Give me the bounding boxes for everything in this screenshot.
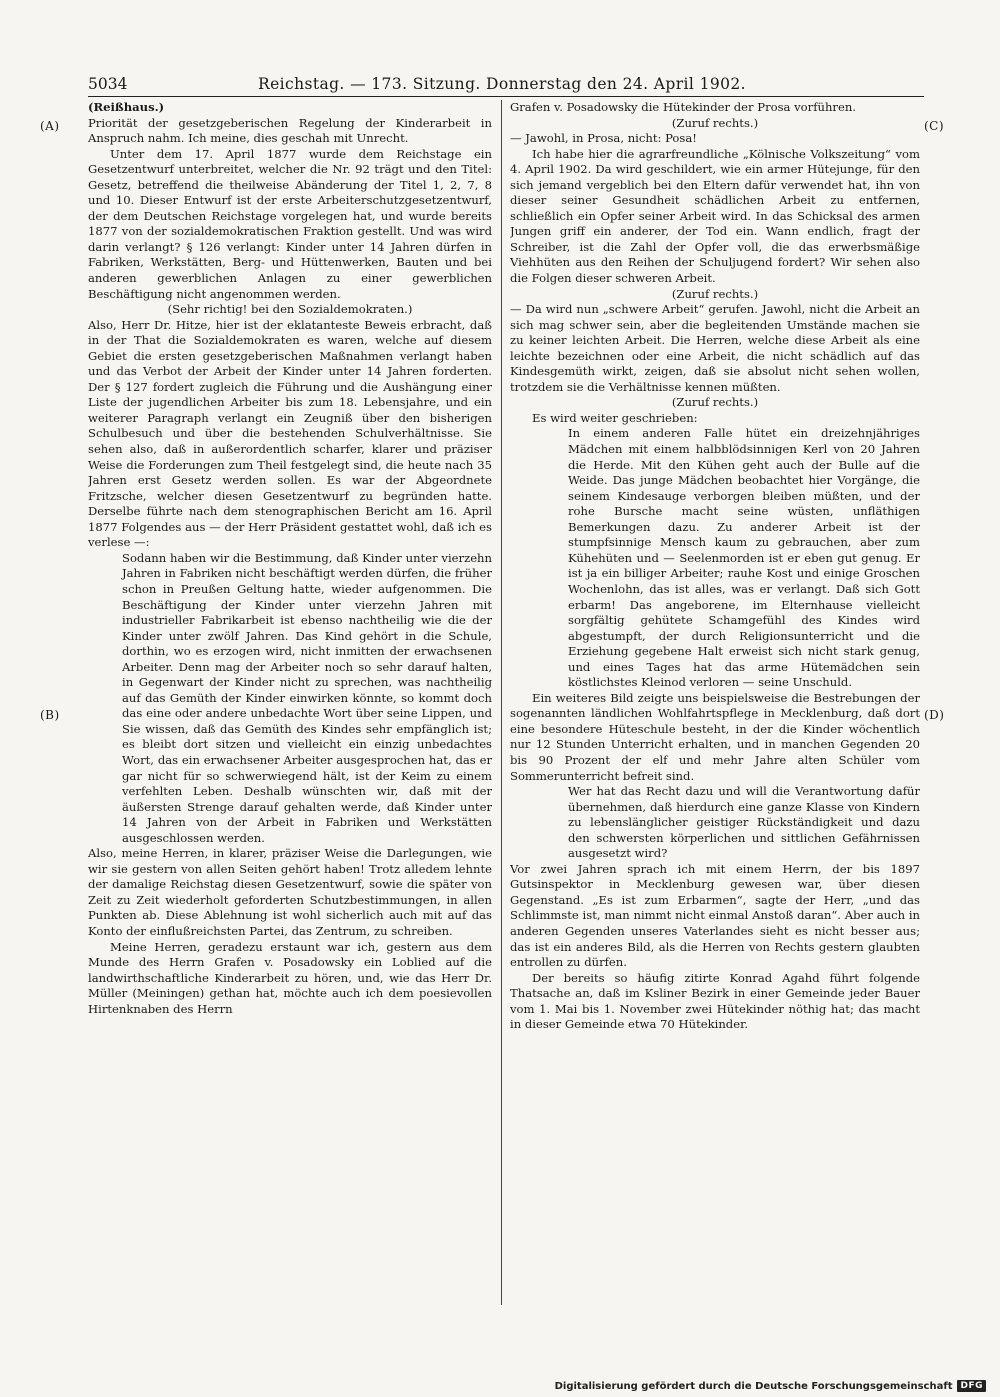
paragraph: — Jawohl, in Prosa, nicht: Posa! [510, 131, 697, 146]
speaker-name: (Reißhaus.) [88, 100, 165, 114]
paragraph: — Da wird nun „schwere Arbeit“ gerufen. Jawohl, nicht die Arbeit an sich mag schwer sein, aber die begleitenden Umstände machen sie zu keiner leichten Arbeit. Die Herren, welche diese Arbeit als eine leichte bezeichnen oder eine Arbeit, die nicht schädlich auf das Kindesgemüth wirkt, zeigen, daß sie absolut nicht sehen wollen, trotzdem sie die Verhältnisse kennen müßten. [510, 302, 920, 394]
block-quote [568, 426, 920, 690]
paragraph: Vor zwei Jahren sprach ich mit einem Herrn, der bis 1897 Gutsinspektor in Mecklenburg gewesen war, über diesen Gegenstand. „Es ist zum Erbarmen“, sagte der Herr, „und das Schlimmste ist, man nimmt nicht einmal Anstoß daran“. Aber auch in anderen Gegenden unseres Vaterlandes sieht es nicht besser aus; das ist ein anderes Bild, als die Herren von Rechts gestern glaubten entrollen zu dürfen. [510, 861, 920, 970]
block-quote [122, 551, 492, 846]
quote-text: Sodann haben wir die Bestimmung, daß Kinder unter vierzehn Jahren in Fabriken nicht beschäftigt werden dürfen, die früher schon in Preußen Geltung hatte, wieder aufgenommen. Die Beschäftigung der Kinder unter vierzehn Jahren mit industrieller Fabrikarbeit ist ebenso nachtheilig wie die der Kinder unter zwölf Jahren. Das Kind gehört in die Schule, dorthin, wo es erzogen wird, nicht inmitten der erwachsenen Arbeiter. Denn mag der Arbeiter noch so sehr darauf halten, in Gegenwart der Kinder nicht zu sprechen, was nachtheilig auf das Gemüth der Kinder einwirken könnte, so kommt doch das eine oder andere unbedachte Wort über seine Lippen, und Sie wissen, daß das Gemüth des Kindes sehr empfänglich ist; es bleibt dort sitzen und vielleicht ein einzig unbedachtes Wort, das ein erwachsener Arbeiter ausgesprochen hat, das er gar nicht für so schwerwiegend hält, ist der Keim zu einem verfehlten Leben. Deshalb wünschten wir, daß mit der äußersten Strenge darauf gehalten werde, daß Kinder unter 14 Jahren von der Arbeit in Fabriken und Werkstätten ausgeschlossen werden. [122, 550, 492, 845]
quote-text: Wer hat das Recht dazu und will die Verantwortung dafür übernehmen, daß hierdurch eine ganze Klasse von Kindern zu lebenslänglicher geistiger Rückständigkeit und dazu den schwersten körperlichen und sittlichen Gefährnissen ausgesetzt wird? [568, 784, 920, 861]
paragraph: Also, meine Herren, in klarer, präziser Weise die Darlegungen, wie wir sie gestern von allen Seiten gehört haben! Trotz alledem lehnte der damalige Reichstag diesen Gesetzentwurf, sowie die später von Zeit zu Zeit wiederholt geforderten Schutzbestimmungen, in allen Punkten ab. Diese Ablehnung ist wohl sicherlich auch mit auf das Konto der einflußreichsten Partei, das Zentrum, zu schreiben. [88, 846, 492, 938]
interjection: (Zuruf rechts.) [671, 395, 759, 410]
paragraph: Es wird weiter geschrieben: [532, 410, 698, 425]
interjection: (Zuruf rechts.) [671, 115, 759, 130]
column-divider [501, 100, 502, 1305]
paragraph: Ich habe hier die agrarfreundliche „Kölnische Volkszeitung“ vom 4. April 1902. Da wird geschildert, wie ein armer Hütejunge, für den sich jemand vergeblich bei den Eltern dafür verwendet hat, ihn von dieser seiner Gesundheit schädlichen Arbeit zu entfernen, schließlich ein Opfer seiner Arbeit wird. In das Schicksal des armen Jungen griff ein anderer, der Tod ein. Wann endlich, fragt der Schreiber, ist die Zahl der Opfer voll, die das erwerbsmäßige Viehhüten aus den Reihen der Schuljugend fordert? Wir sehen also die Folgen dieser schweren Arbeit. [510, 146, 920, 286]
paragraph: Priorität der gesetzgeberischen Regelung der Kinderarbeit in Anspruch nahm. Ich meine, dies geschah mit Unrecht. [88, 115, 492, 146]
paragraph: Der bereits so häufig zitirte Konrad Agahd führt folgende Thatsache an, daß im Ksliner Bezirk in einer Gemeinde jeder Bauer vom 1. Mai bis 1. November zwei Hütekinder nöthig hat; das macht in dieser Gemeinde etwa 70 Hütekinder. [510, 970, 920, 1032]
paragraph: Unter dem 17. April 1877 wurde dem Reichstage ein Gesetzentwurf unterbreitet, welcher die Nr. 92 trägt und den Titel: Gesetz, betreffend die theilweise Abänderung der Titel 1, 2, 7, 8 und 10. Dieser Entwurf ist der erste Arbeiterschutzgesetzentwurf, der dem Deutschen Reichstage vorgelegen hat, und wurde bereits 1877 von der sozialdemokratischen Fraktion gestellt. Und was wird darin verlangt? § 126 verlangt: Kinder unter 14 Jahren dürfen in Fabriken, Werkstätten, Berg- und Hüttenwerken, Bauten und bei anderen gewerblichen Anlagen zu einer gewerblichen Beschäftigung nicht angenommen werden. [88, 146, 492, 301]
paragraph: Ein weiteres Bild zeigte uns beispielsweise die Bestrebungen der sogenannten ländlichen Wohlfahrtspflege in Mecklenburg, daß dort eine besondere Hüteschule besteht, in der die Kinder wöchentlich nur 12 Stunden Unterricht erhalten, und in manchen Gegenden 20 bis 90 Prozent der elf und mehr Jahre alten Schüler vom Sommerunterricht befreit sind. [510, 690, 920, 783]
margin-mark-a: (A) [40, 119, 60, 133]
dfg-logo-icon: DFG [957, 1380, 986, 1392]
paragraph: Grafen v. Posadowsky die Hütekinder der Prosa vorführen. [510, 100, 856, 114]
paragraph: Meine Herren, geradezu erstaunt war ich, gestern aus dem Munde des Herrn Grafen v. Posadowsky ein Loblied auf die landwirthschaftliche Kinderarbeit zu hören, und, wie das Herr Dr. Müller (Meiningen) gethan hat, möchte auch ich dem poesievollen Hirtenknaben des Herrn [88, 939, 492, 1016]
header-rule [88, 96, 924, 97]
margin-mark-d: (D) [924, 708, 945, 722]
margin-mark-c: (C) [924, 119, 945, 133]
footer-text: Digitalisierung gefördert durch die Deutsche Forschungsgemeinschaft [554, 1380, 953, 1392]
footer-credit [555, 1378, 986, 1394]
margin-mark-b: (B) [40, 708, 60, 722]
left-column [88, 100, 492, 1305]
page-number: 5034 [88, 75, 128, 93]
interjection: (Zuruf rechts.) [671, 286, 759, 301]
quote-text: In einem anderen Falle hütet ein dreizehnjähriges Mädchen mit einem halbblödsinnigen Kerl von 20 Jahren die Herde. Mit den Kühen geht auch der Bulle auf die Weide. Das junge Mädchen beobachtet hier Vorgänge, die seinem Kindesauge verborgen bleiben müßten, und der rohe Bursche macht seine wüsten, unfläthigen Bemerkungen dazu. Zu anderer Arbeit ist der stumpfsinnige Mensch kaum zu gebrauchen, aber zum Kühehüten und — Seelenmorden ist er eben gut genug. Er ist ja ein billiger Arbeiter; rauhe Kost und einige Groschen Wochenlohn, das ist alles, was er verlangt. Daß sich Gott erbarm! Das angeborene, im Elternhause vielleicht sorgfältig gehütete Schamgefühl des Kindes wird abgestumpft, der durch Religionsunterricht und die Erziehung gegebene Halt erweist sich nicht stark genug, und eines Tages hat das arme Hütemädchen sein köstlichstes Kleinod verloren — seine Unschuld. [568, 426, 920, 690]
running-title: Reichstag. — 173. Sitzung. Donnerstag den 24. April 1902. [258, 75, 746, 93]
right-column [510, 100, 920, 1305]
paragraph: Also, Herr Dr. Hitze, hier ist der eklatanteste Beweis erbracht, daß in der That die Sozialdemokraten es waren, welche auf diesem Gebiet die ersten gesetzgeberischen Maßnahmen verlangt haben und das Verbot der Arbeit der Kinder unter 14 Jahren forderten. Der § 127 fordert zugleich die Führung und die Aushängung einer Liste der jugendlichen Arbeiter bis zum 18. Lebensjahre, und ein weiterer Paragraph verlangt ein Zeugniß über den bisherigen Schulbesuch und über die bestehenden Schulverhältnisse. Sie sehen also, daß in außerordentlich scharfer, klarer und präziser Weise die Forderungen zum Theil festgelegt sind, die heute nach 35 Jahren erst Gesetz werden sollen. Es war der Abgeordnete Fritzsche, welcher diesen Gesetzentwurf zu begründen hatte. Derselbe führte nach dem stenographischen Bericht am 16. April 1877 Folgendes aus — der Herr Präsident gestattet wohl, daß ich es verlese —: [88, 317, 492, 550]
interjection: (Sehr richtig! bei den Sozialdemokraten.) [167, 302, 413, 317]
block-quote [568, 784, 920, 862]
page-header [88, 72, 924, 96]
